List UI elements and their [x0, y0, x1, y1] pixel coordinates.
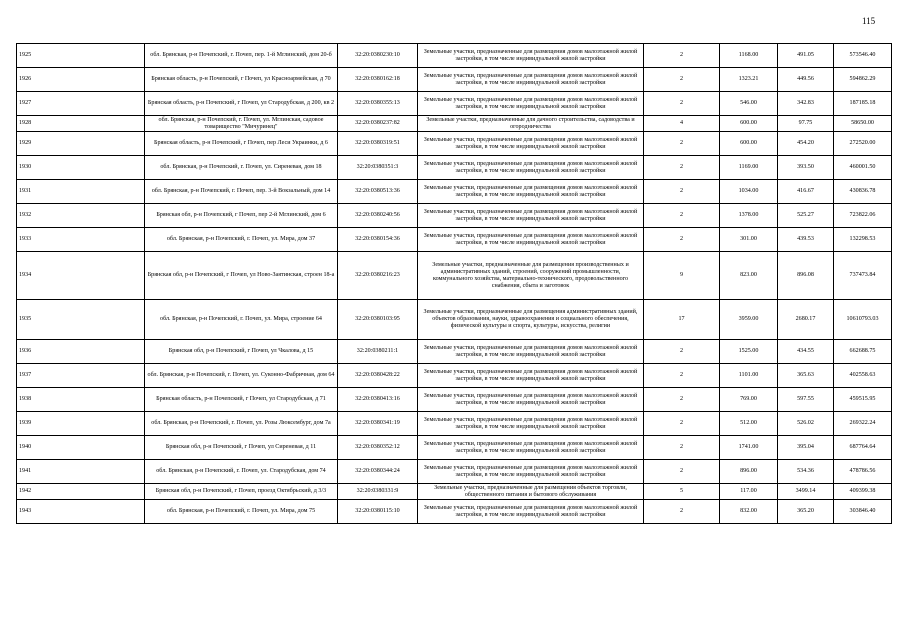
land-use-cell: Земельные участки, предназначенные для размещения домов малоэтажной жилой застройки, в том числе индивидуальной жилой застройки [418, 204, 644, 228]
table-row [17, 364, 892, 388]
land-use-cell: Земельные участки, предназначенные для размещения домов малоэтажной жилой застройки, в том числе индивидуальной жилой застройки [418, 500, 644, 524]
specific-value-cell: 365.20 [778, 500, 834, 524]
row-number: 1932 [17, 204, 145, 228]
row-number: 1933 [17, 228, 145, 252]
address-cell: Брянская область, р-н Почепский, г Почеп, пер Леси Украинки, д 6 [145, 132, 338, 156]
row-number: 1926 [17, 68, 145, 92]
use-group-code-cell: 2 [644, 340, 720, 364]
table-row [17, 132, 892, 156]
address-cell: обл. Брянская, р-н Почепский, г. Почеп, ул. Мира, дом 75 [145, 500, 338, 524]
specific-value-cell: 2680.17 [778, 300, 834, 340]
specific-value-cell: 393.50 [778, 156, 834, 180]
use-group-code-cell: 2 [644, 228, 720, 252]
cadastral-number-cell: 32:20:0380413:16 [338, 388, 418, 412]
table-row [17, 92, 892, 116]
table-row [17, 500, 892, 524]
land-use-cell: Земельные участки, предназначенные для размещения административных зданий, объектов образования, науки, здравоохранения и социального обеспечения, физической культуры и спорта, культуры, искусства, религии [418, 300, 644, 340]
area-cell: 1741.00 [720, 436, 778, 460]
land-use-cell: Земельные участки, предназначенные для размещения домов малоэтажной жилой застройки, в том числе индивидуальной жилой застройки [418, 68, 644, 92]
specific-value-cell: 395.04 [778, 436, 834, 460]
cadastral-value-cell: 409399.38 [834, 484, 892, 500]
cadastral-value-cell: 573546.40 [834, 44, 892, 68]
area-cell: 600.00 [720, 132, 778, 156]
cadastral-value-cell: 662688.75 [834, 340, 892, 364]
table-row [17, 156, 892, 180]
address-cell: обл. Брянская, р-н Почепский, г. Почеп, ул. Суконно-Фабричная, дом 64 [145, 364, 338, 388]
row-number: 1934 [17, 252, 145, 300]
specific-value-cell: 597.55 [778, 388, 834, 412]
land-use-cell: Земельные участки, предназначенные для размещения производственных и административных зданий, строений, сооружений промышленности, коммунального хозяйства, материально-технического, продовольственного снабжения, сбыта и заготовок [418, 252, 644, 300]
land-use-cell: Земельные участки, предназначенные для дачного строительства, садоводства и огородничества [418, 116, 644, 132]
land-use-cell: Земельные участки, предназначенные для размещения объектов торговли, общественного питания и бытового обслуживания [418, 484, 644, 500]
use-group-code-cell: 2 [644, 436, 720, 460]
cadastral-number-cell: 32:20:0380352:12 [338, 436, 418, 460]
address-cell: Брянская область, р-н Почепский, г Почеп, ул Стародубская, д 200, кв 2 [145, 92, 338, 116]
cadastral-value-cell: 10610793.03 [834, 300, 892, 340]
land-use-cell: Земельные участки, предназначенные для размещения домов малоэтажной жилой застройки, в том числе индивидуальной жилой застройки [418, 340, 644, 364]
cadastral-number-cell: 32:20:0380154:36 [338, 228, 418, 252]
address-cell: Брянская область, р-н Почепский, г Почеп, ул Стародубская, д 71 [145, 388, 338, 412]
table-row [17, 436, 892, 460]
use-group-code-cell: 2 [644, 364, 720, 388]
table-row [17, 228, 892, 252]
row-number: 1930 [17, 156, 145, 180]
row-number: 1941 [17, 460, 145, 484]
use-group-code-cell: 2 [644, 412, 720, 436]
cadastral-number-cell: 32:20:0380216:23 [338, 252, 418, 300]
specific-value-cell: 97.75 [778, 116, 834, 132]
cadastral-value-cell: 460001.50 [834, 156, 892, 180]
address-cell: обл. Брянская, р-н Почепский, г. Почеп, пер. 1-й Мглинский, дом 20-б [145, 44, 338, 68]
row-number: 1943 [17, 500, 145, 524]
cadastral-number-cell: 32:20:0380240:56 [338, 204, 418, 228]
cadastral-number-cell: 32:20:0380319:51 [338, 132, 418, 156]
table-row [17, 204, 892, 228]
row-number: 1937 [17, 364, 145, 388]
specific-value-cell: 534.36 [778, 460, 834, 484]
cadastral-number-cell: 32:20:0380355:13 [338, 92, 418, 116]
cadastral-number-cell: 32:20:0380428:22 [338, 364, 418, 388]
land-use-cell: Земельные участки, предназначенные для размещения домов малоэтажной жилой застройки, в том числе индивидуальной жилой застройки [418, 180, 644, 204]
area-cell: 1168.00 [720, 44, 778, 68]
area-cell: 823.00 [720, 252, 778, 300]
cadastral-number-cell: 32:20:0380103:95 [338, 300, 418, 340]
row-number: 1931 [17, 180, 145, 204]
area-cell: 3959.00 [720, 300, 778, 340]
cadastral-number-cell: 32:20:0380341:19 [338, 412, 418, 436]
cadastral-number-cell: 32:20:0380115:10 [338, 500, 418, 524]
area-cell: 832.00 [720, 500, 778, 524]
cadastral-value-cell: 303846.40 [834, 500, 892, 524]
area-cell: 1101.00 [720, 364, 778, 388]
page-number: 115 [862, 16, 876, 26]
row-number: 1938 [17, 388, 145, 412]
land-use-cell: Земельные участки, предназначенные для размещения домов малоэтажной жилой застройки, в том числе индивидуальной жилой застройки [418, 156, 644, 180]
specific-value-cell: 439.53 [778, 228, 834, 252]
specific-value-cell: 365.63 [778, 364, 834, 388]
area-cell: 1169.00 [720, 156, 778, 180]
cadastral-value-cell: 478786.56 [834, 460, 892, 484]
cadastral-number-cell: 32:20:0380237:82 [338, 116, 418, 132]
area-cell: 1378.00 [720, 204, 778, 228]
land-use-cell: Земельные участки, предназначенные для размещения домов малоэтажной жилой застройки, в том числе индивидуальной жилой застройки [418, 228, 644, 252]
address-cell: обл. Брянская, р-н Почепский, г. Почеп, пер. 3-й Вокзальный, дом 14 [145, 180, 338, 204]
use-group-code-cell: 17 [644, 300, 720, 340]
cadastral-value-cell: 737473.84 [834, 252, 892, 300]
specific-value-cell: 896.08 [778, 252, 834, 300]
cadastral-number-cell: 32:20:0380162:18 [338, 68, 418, 92]
use-group-code-cell: 2 [644, 44, 720, 68]
row-number: 1940 [17, 436, 145, 460]
land-use-cell: Земельные участки, предназначенные для размещения домов малоэтажной жилой застройки, в том числе индивидуальной жилой застройки [418, 92, 644, 116]
use-group-code-cell: 2 [644, 388, 720, 412]
cadastral-number-cell: 32:20:0380351:3 [338, 156, 418, 180]
row-number: 1935 [17, 300, 145, 340]
use-group-code-cell: 2 [644, 92, 720, 116]
row-number: 1928 [17, 116, 145, 132]
cadastral-value-cell: 58650.00 [834, 116, 892, 132]
table-row [17, 68, 892, 92]
row-number: 1929 [17, 132, 145, 156]
table-row [17, 180, 892, 204]
cadastral-value-table [16, 43, 892, 524]
area-cell: 546.00 [720, 92, 778, 116]
cadastral-value-cell: 132298.53 [834, 228, 892, 252]
use-group-code-cell: 2 [644, 180, 720, 204]
specific-value-cell: 491.05 [778, 44, 834, 68]
row-number: 1925 [17, 44, 145, 68]
cadastral-value-cell: 459515.95 [834, 388, 892, 412]
cadastral-number-cell: 32:20:0380344:24 [338, 460, 418, 484]
specific-value-cell: 525.27 [778, 204, 834, 228]
address-cell: обл. Брянская, р-н Почепский, г. Почеп, ул. Мглинская, садовое товарищество "Мичуринец" [145, 116, 338, 132]
address-cell: Брянская область, р-н Почепский, г Почеп, ул Красноармейская, д 70 [145, 68, 338, 92]
use-group-code-cell: 2 [644, 460, 720, 484]
area-cell: 896.00 [720, 460, 778, 484]
area-cell: 1525.00 [720, 340, 778, 364]
cadastral-value-cell: 187185.18 [834, 92, 892, 116]
use-group-code-cell: 2 [644, 68, 720, 92]
cadastral-number-cell: 32:20:0380513:36 [338, 180, 418, 204]
cadastral-value-cell: 594862.29 [834, 68, 892, 92]
address-cell: Брянская обл, р-н Почепский, г Почеп, проезд Октябрьский, д 3/3 [145, 484, 338, 500]
use-group-code-cell: 9 [644, 252, 720, 300]
table-row [17, 412, 892, 436]
address-cell: Брянская обл, р-н Почепский, г Почеп, пер 2-й Мглинский, дом 6 [145, 204, 338, 228]
use-group-code-cell: 2 [644, 132, 720, 156]
specific-value-cell: 449.56 [778, 68, 834, 92]
use-group-code-cell: 5 [644, 484, 720, 500]
area-cell: 301.00 [720, 228, 778, 252]
cadastral-value-cell: 272520.00 [834, 132, 892, 156]
table-row [17, 388, 892, 412]
address-cell: обл. Брянская, р-н Почепский, г. Почеп, ул. Мира, дом 37 [145, 228, 338, 252]
address-cell: обл. Брянская, р-н Почепский, г. Почеп, ул. Сиреневая, дом 18 [145, 156, 338, 180]
use-group-code-cell: 2 [644, 500, 720, 524]
land-use-cell: Земельные участки, предназначенные для размещения домов малоэтажной жилой застройки, в том числе индивидуальной жилой застройки [418, 388, 644, 412]
area-cell: 512.00 [720, 412, 778, 436]
table-row [17, 460, 892, 484]
specific-value-cell: 526.02 [778, 412, 834, 436]
use-group-code-cell: 4 [644, 116, 720, 132]
table-row [17, 252, 892, 300]
table-row [17, 44, 892, 68]
address-cell: обл. Брянская, р-н Почепский, г. Почеп, ул. Стародубская, дом 74 [145, 460, 338, 484]
table-row [17, 484, 892, 500]
address-cell: Брянская обл, р-н Почепский, г Почеп, ул Сиреневая, д 11 [145, 436, 338, 460]
use-group-code-cell: 2 [644, 204, 720, 228]
land-use-cell: Земельные участки, предназначенные для размещения домов малоэтажной жилой застройки, в том числе индивидуальной жилой застройки [418, 412, 644, 436]
table-row [17, 340, 892, 364]
address-cell: Брянская обл, р-н Почепский, г Почеп, ул Ново-Заятинская, строен 18-а [145, 252, 338, 300]
cadastral-number-cell: 32:20:0380230:10 [338, 44, 418, 68]
row-number: 1927 [17, 92, 145, 116]
area-cell: 117.00 [720, 484, 778, 500]
specific-value-cell: 3499.14 [778, 484, 834, 500]
land-use-cell: Земельные участки, предназначенные для размещения домов малоэтажной жилой застройки, в том числе индивидуальной жилой застройки [418, 364, 644, 388]
specific-value-cell: 416.67 [778, 180, 834, 204]
area-cell: 1034.00 [720, 180, 778, 204]
land-use-cell: Земельные участки, предназначенные для размещения домов малоэтажной жилой застройки, в том числе индивидуальной жилой застройки [418, 460, 644, 484]
row-number: 1936 [17, 340, 145, 364]
address-cell: обл. Брянская, р-н Почепский, г. Почеп, ул. Розы Люксембург, дом 7а [145, 412, 338, 436]
row-number: 1942 [17, 484, 145, 500]
specific-value-cell: 454.20 [778, 132, 834, 156]
land-use-cell: Земельные участки, предназначенные для размещения домов малоэтажной жилой застройки, в том числе индивидуальной жилой застройки [418, 436, 644, 460]
table-row [17, 116, 892, 132]
specific-value-cell: 434.55 [778, 340, 834, 364]
cadastral-value-cell: 430836.78 [834, 180, 892, 204]
area-cell: 769.00 [720, 388, 778, 412]
address-cell: обл. Брянская, р-н Почепский, г. Почеп, ул. Мира, строение 64 [145, 300, 338, 340]
area-cell: 1323.21 [720, 68, 778, 92]
land-use-cell: Земельные участки, предназначенные для размещения домов малоэтажной жилой застройки, в том числе индивидуальной жилой застройки [418, 44, 644, 68]
row-number: 1939 [17, 412, 145, 436]
specific-value-cell: 342.83 [778, 92, 834, 116]
cadastral-value-cell: 269322.24 [834, 412, 892, 436]
area-cell: 600.00 [720, 116, 778, 132]
cadastral-number-cell: 32:20:0380331:9 [338, 484, 418, 500]
table-row [17, 300, 892, 340]
land-use-cell: Земельные участки, предназначенные для размещения домов малоэтажной жилой застройки, в том числе индивидуальной жилой застройки [418, 132, 644, 156]
cadastral-value-cell: 402558.63 [834, 364, 892, 388]
table-body [17, 44, 892, 524]
address-cell: Брянская обл, р-н Почепский, г Почеп, ул Чкалова, д 15 [145, 340, 338, 364]
cadastral-number-cell: 32:20:0380211:1 [338, 340, 418, 364]
use-group-code-cell: 2 [644, 156, 720, 180]
cadastral-value-cell: 723822.06 [834, 204, 892, 228]
cadastral-value-cell: 687764.64 [834, 436, 892, 460]
